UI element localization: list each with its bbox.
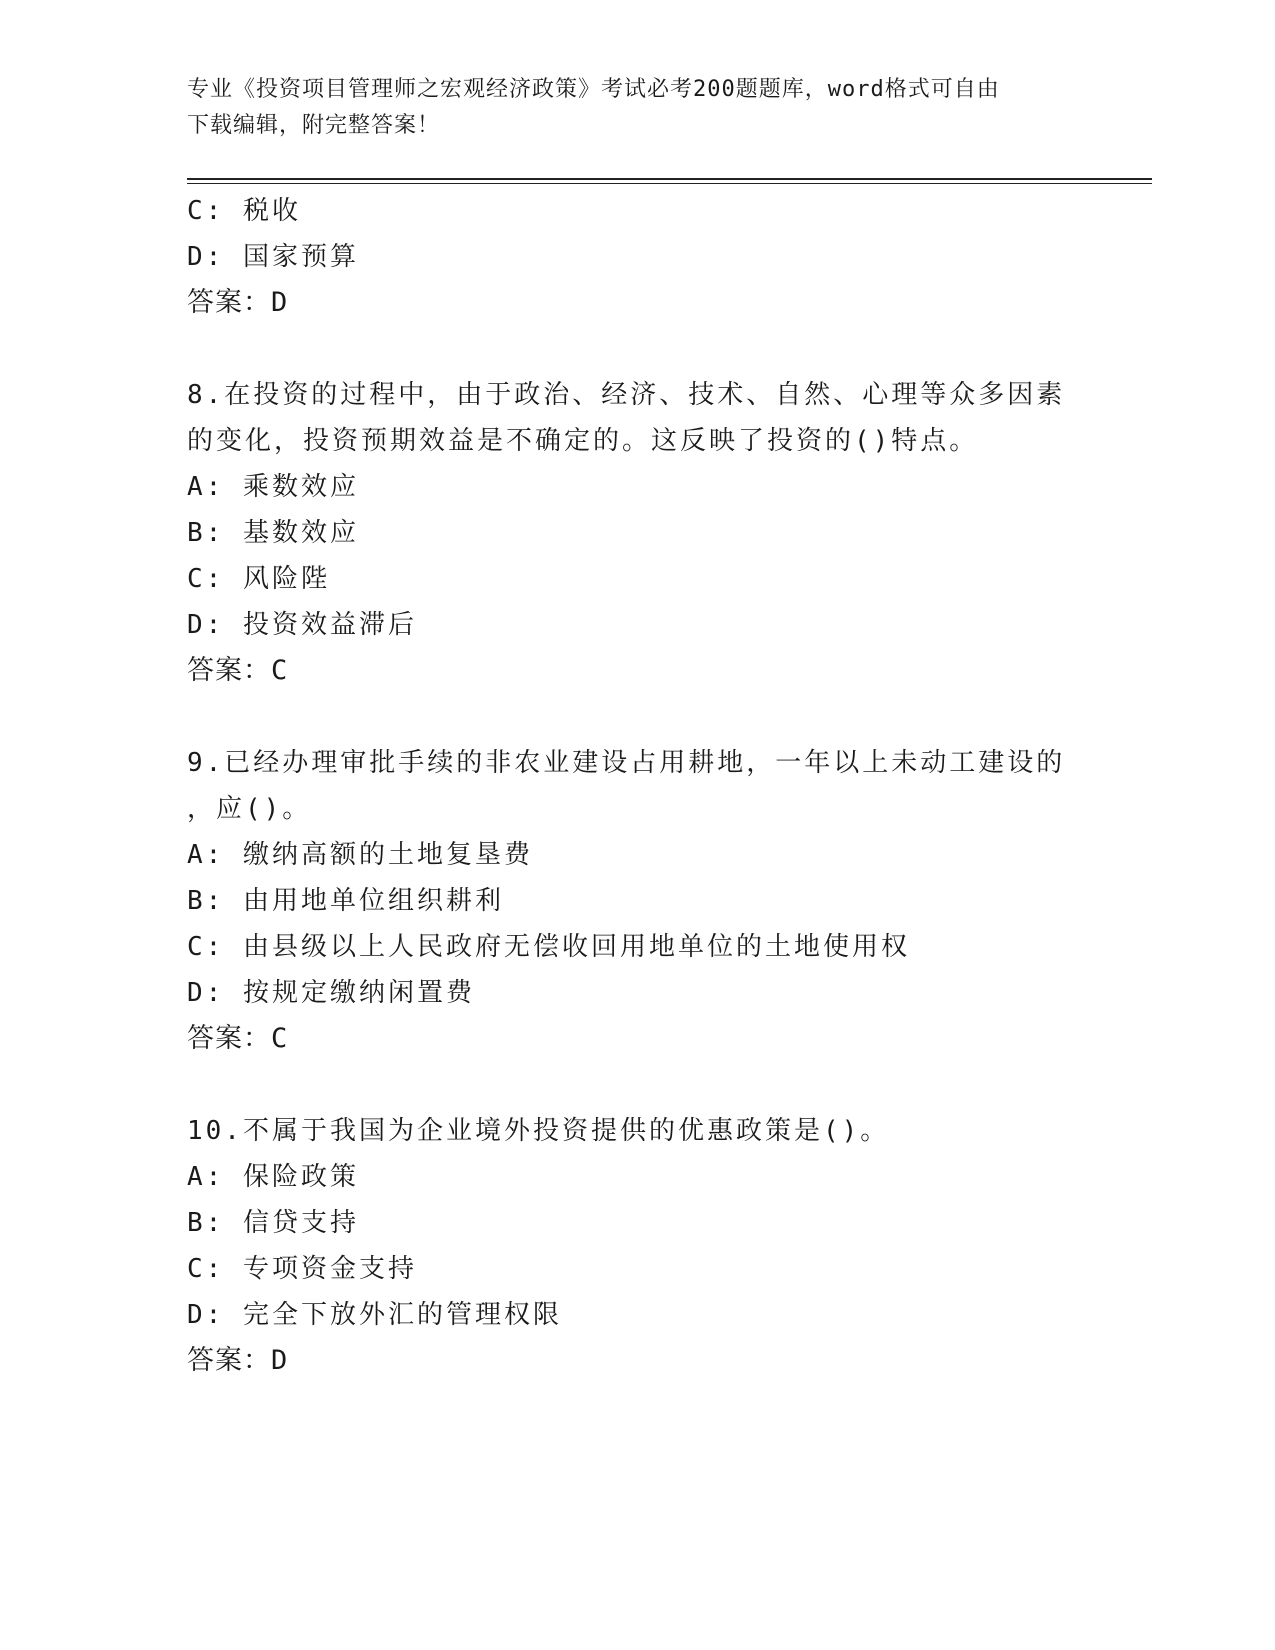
question-9 [187, 740, 1147, 1062]
document-header [187, 72, 1087, 144]
option-a: A: 保险政策 [187, 1162, 359, 1192]
option-b: B: 由用地单位组织耕利 [187, 886, 504, 916]
answer: 答案：D [187, 1345, 289, 1376]
question-stem: 的变化，投资预期效益是不确定的。这反映了投资的()特点。 [187, 426, 979, 456]
header-line-1: 专业《投资项目管理师之宏观经济政策》考试必考200题题库，word格式可自由 [187, 77, 1000, 102]
question-stem: ，应()。 [187, 794, 312, 824]
option-b: B: 基数效应 [187, 518, 359, 548]
question-list [187, 188, 1147, 1384]
header-rule-thick [187, 178, 1152, 180]
option-b: B: 信贷支持 [187, 1208, 359, 1238]
option-c: C: 风险陛 [187, 564, 330, 594]
question-stem: 8.在投资的过程中，由于政治、经济、技术、自然、心理等众多因素 [187, 380, 1066, 410]
option-d: D: 国家预算 [187, 242, 359, 272]
question-stem: 10.不属于我国为企业境外投资提供的优惠政策是()。 [187, 1116, 890, 1146]
option-c: C: 由县级以上人民政府无偿收回用地单位的土地使用权 [187, 932, 910, 962]
option-d: D: 投资效益滞后 [187, 610, 417, 640]
option-d: D: 完全下放外汇的管理权限 [187, 1300, 562, 1330]
question-8 [187, 372, 1147, 694]
answer: 答案：C [187, 655, 289, 686]
question-stem: 9.已经办理审批手续的非农业建设占用耕地，一年以上未动工建设的 [187, 748, 1066, 778]
answer: 答案：D [187, 287, 289, 318]
question-10 [187, 1108, 1147, 1384]
option-c: C: 专项资金支持 [187, 1254, 417, 1284]
prev-question [187, 188, 1147, 326]
option-a: A: 乘数效应 [187, 472, 359, 502]
option-c: C: 税收 [187, 196, 301, 226]
option-d: D: 按规定缴纳闲置费 [187, 978, 475, 1008]
header-rule-thin [187, 183, 1152, 184]
answer: 答案：C [187, 1023, 289, 1054]
option-a: A: 缴纳高额的土地复垦费 [187, 840, 533, 870]
header-line-2: 下载编辑，附完整答案！ [187, 113, 441, 138]
